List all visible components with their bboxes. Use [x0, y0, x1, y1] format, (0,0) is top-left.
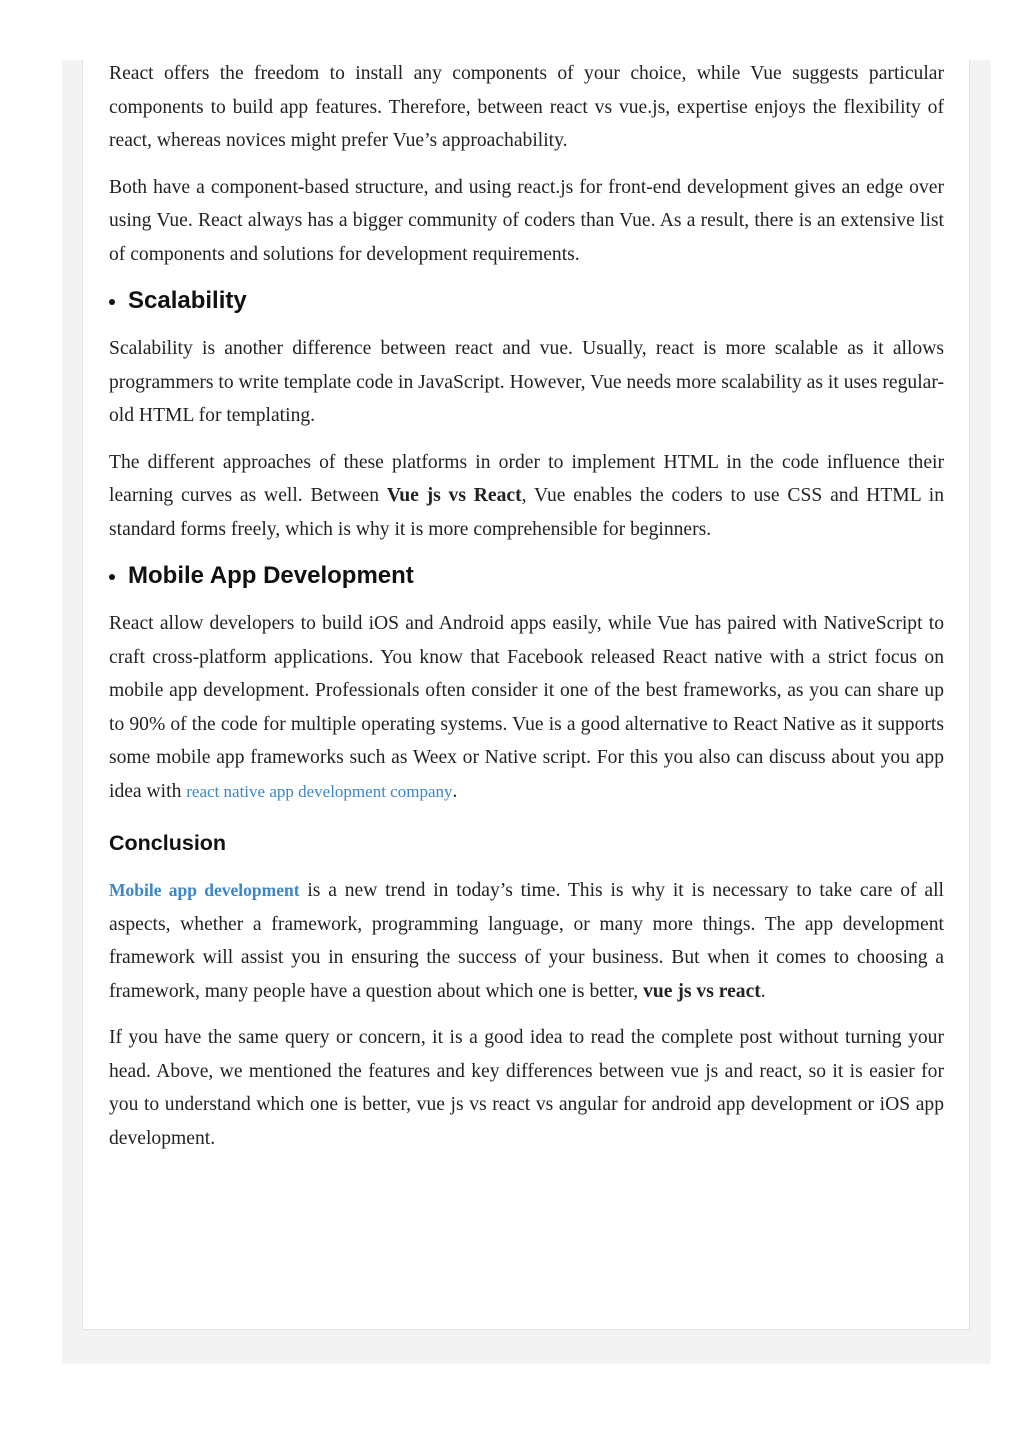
learning-curves-text: The different approaches of these platforms in order to implement HTML in the code influence their learning curves as well. Between [109, 451, 944, 506]
paragraph-conclusion [109, 874, 944, 1008]
heading-mobile-app-development: Mobile App Development [128, 562, 414, 589]
bullet-dot-icon [109, 299, 115, 305]
vue-vs-react-conclusion-bold: vue js vs react [643, 980, 761, 1002]
paragraph-scalability: Scalability is another difference between react and vue. Usually, react is more scalable as it allows programmers to write template code in JavaScript. However, Vue needs more scalability as it uses regular-old HTML for templating. [109, 338, 944, 426]
paragraph-mobile-development [109, 607, 944, 808]
article-content [109, 57, 944, 1168]
react-native-company-link[interactable]: react native app development company [186, 781, 453, 801]
learning-curves-text-end: , Vue enables the coders to use CSS and HTML in standard forms freely, which is why it is more comprehensible for beginners. [109, 485, 944, 540]
heading-scalability: Scalability [128, 287, 247, 314]
mobile-development-text: React allow developers to build iOS and Android apps easily, while Vue has paired with NativeScript to craft cross-platform applications. You know that Facebook released React native with a strict focus on mobile app development. Professionals often consider it one of the best frameworks, as you can share up to 90% of the code for multiple operating systems. Vue is a good alternative to React Native as it supports some mobile app frameworks such as Weex or Native script. For this you also can discuss about you app idea with [109, 613, 944, 802]
paragraph-react-freedom: React offers the freedom to install any components of your choice, while Vue suggests particular components to build app features. Therefore, between react vs vue.js, expertise enjoys the flexibility of react, whereas novices might prefer Vue’s approachability. [109, 63, 944, 151]
heading-scalability-item [109, 284, 944, 318]
vue-vs-react-bold: Vue js vs React [386, 485, 522, 506]
bullet-heading-scalability [109, 284, 944, 318]
mobile-development-text-end: . [452, 780, 458, 802]
paragraph-final: If you have the same query or concern, it is a good idea to read the complete post without turning your head. Above, we mentioned the features and key differences between vue js and react, so it is easier for you to understand which one is better, vue js vs react vs angular for android app development or iOS app development. [109, 1027, 944, 1149]
conclusion-text-end: . [760, 980, 766, 1002]
bullet-heading-mobile [109, 559, 944, 593]
paragraph-component-structure: Both have a component-based structure, and using react.js for front-end development gives an edge over using Vue. React always has a bigger community of coders than Vue. As a result, there is an extensive list of components and solutions for development requirements. [109, 176, 944, 265]
conclusion-text: is a new trend in today’s time. This is why it is necessary to take care of all aspects, whether a framework, programming language, or many more things. The app development framework will assist you in ensuring the success of your business. But when it comes to choosing a framework, many people have a question about which one is better, [109, 880, 944, 1002]
heading-mobile-item [109, 559, 944, 593]
bullet-dot-icon [109, 574, 115, 580]
mobile-app-development-link[interactable]: Mobile app development [109, 880, 300, 900]
heading-conclusion: Conclusion [109, 831, 227, 855]
paragraph-learning-curves [109, 446, 944, 547]
